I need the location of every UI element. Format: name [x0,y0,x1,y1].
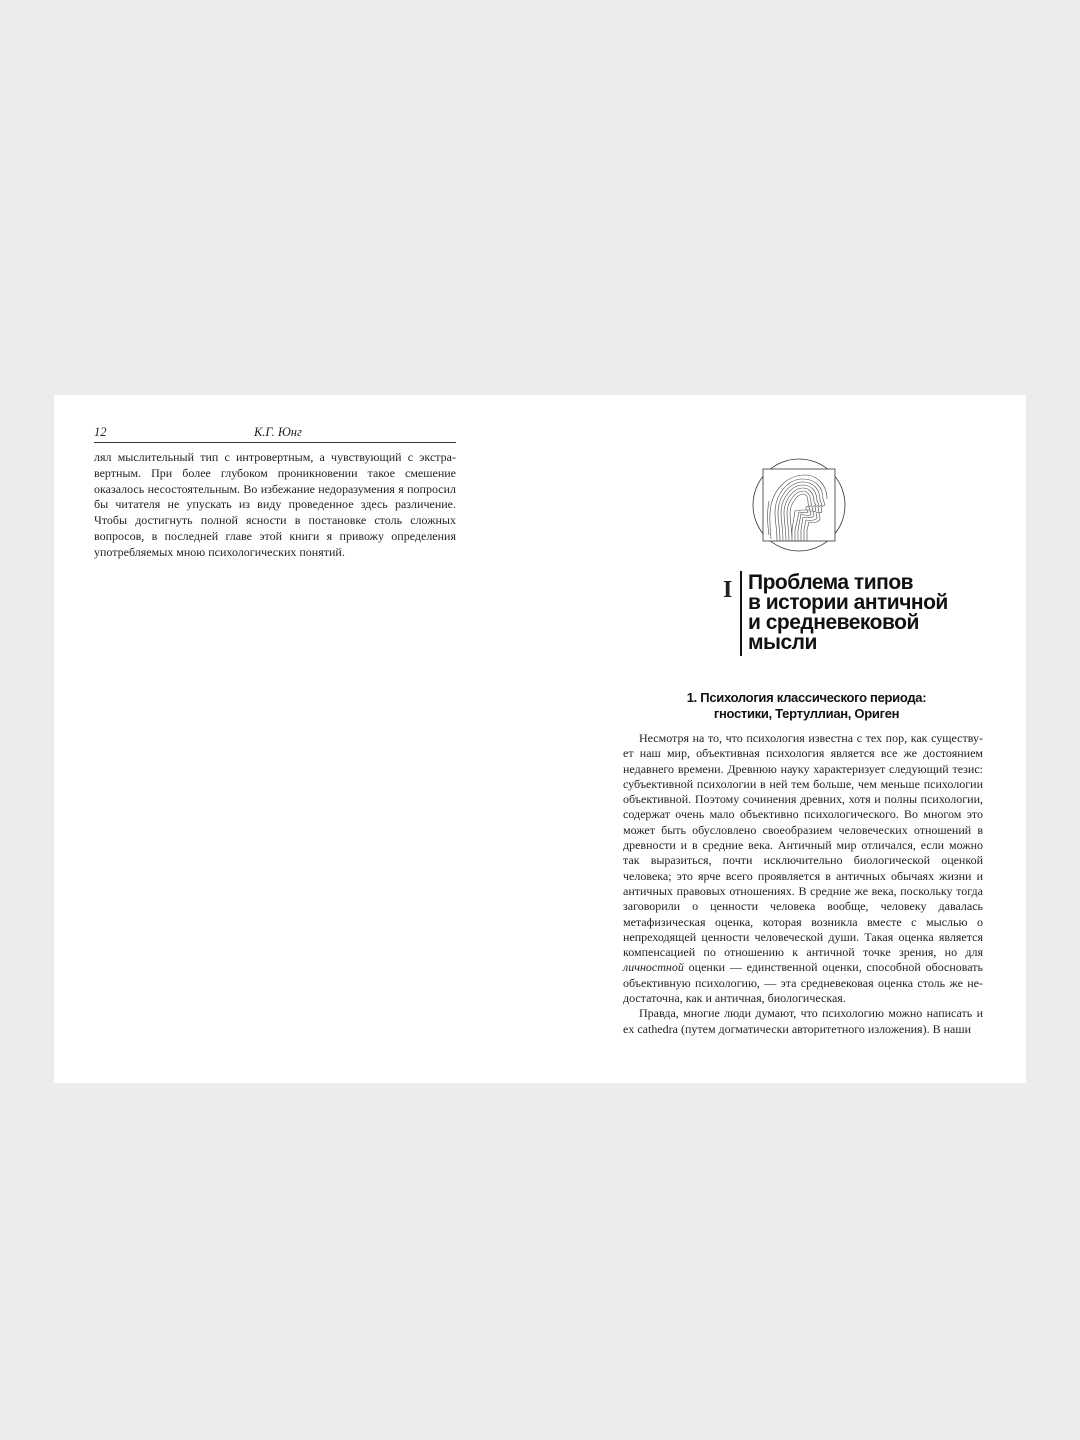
running-head [94,425,456,443]
chapter-title-line: Проблема типов [748,571,914,594]
chapter-numeral: I [723,577,733,603]
left-body-text [94,450,456,561]
right-paragraph-2: Правда, многие люди думают, что психологию можно написать и ex cathedra (путем догматически авторитетного изложения). В наши [623,1006,983,1036]
page-number: 12 [94,425,107,439]
chapter-divider [740,571,742,656]
chapter-title-line: в истории античной [748,591,948,614]
chapter-title [748,573,988,653]
section-heading-line: 1. Психология классического периода: [686,690,927,705]
paragraph-text-tail: оценки — единственной оценки, способной обосновать объективную психологию, — эта средневековая оценка столь же недостаточна, как и античная, биологическая. [623,960,983,1006]
left-page [94,425,456,561]
section-heading [629,690,984,722]
left-paragraph: лял мыслительный тип с интровертным, а чувствующий с экстравертным. При более глубоком проникновении такое смешение оказалось несостоятельным. Во избежание недоразумения я попросил бы читателя не упускать из виду проведенное здесь различение. Чтобы достигнуть полной ясности в постановке столь сложных вопросов, в последней главе этой книги я привожу определения употребляемых мною психологических понятий. [94,450,456,559]
right-paragraph-1 [623,731,983,1006]
paragraph-text: Несмотря на то, что психология известна с тех пор, как существует наш мир, объективная психология является все же достоянием недавнего времени. Древнюю науку характеризует следующий тезис: субъективной психологии в ней тем больше, чем меньше психологии объективной. Поэтому сочинения древних, хотя и полны психологии, содержат очень мало объективно психологического. Во многом это может быть обусловлено своеобразием человеческих отношений в древности и в средние века. Античный мир отличался, если можно так выразиться, почти исключительно биологической оценкой человека; это ярче всего проявляется в античных обычаях жизни и античных правовых отношениях. В средние же века, поскольку тогда заговорили о ценности человека вообще, человеку давалась метафизическая оценка, которая возникла вместе с мыслью о непреходящей ценности человеческой души. Такая оценка является компенсацией по отношению к античной точке зрения, но для [623,731,983,960]
emphasis-word: личностной [623,960,684,975]
running-head-author: К.Г. Юнг [254,425,302,439]
head-profile-emblem-icon [749,455,849,555]
chapter-title-line: мысли [748,631,817,654]
section-heading-line: гностики, Тертуллиан, Ориген [713,706,900,721]
chapter-title-line: и средневековой [748,611,919,634]
book-spread [54,395,1026,1083]
right-body-text [623,731,983,1037]
